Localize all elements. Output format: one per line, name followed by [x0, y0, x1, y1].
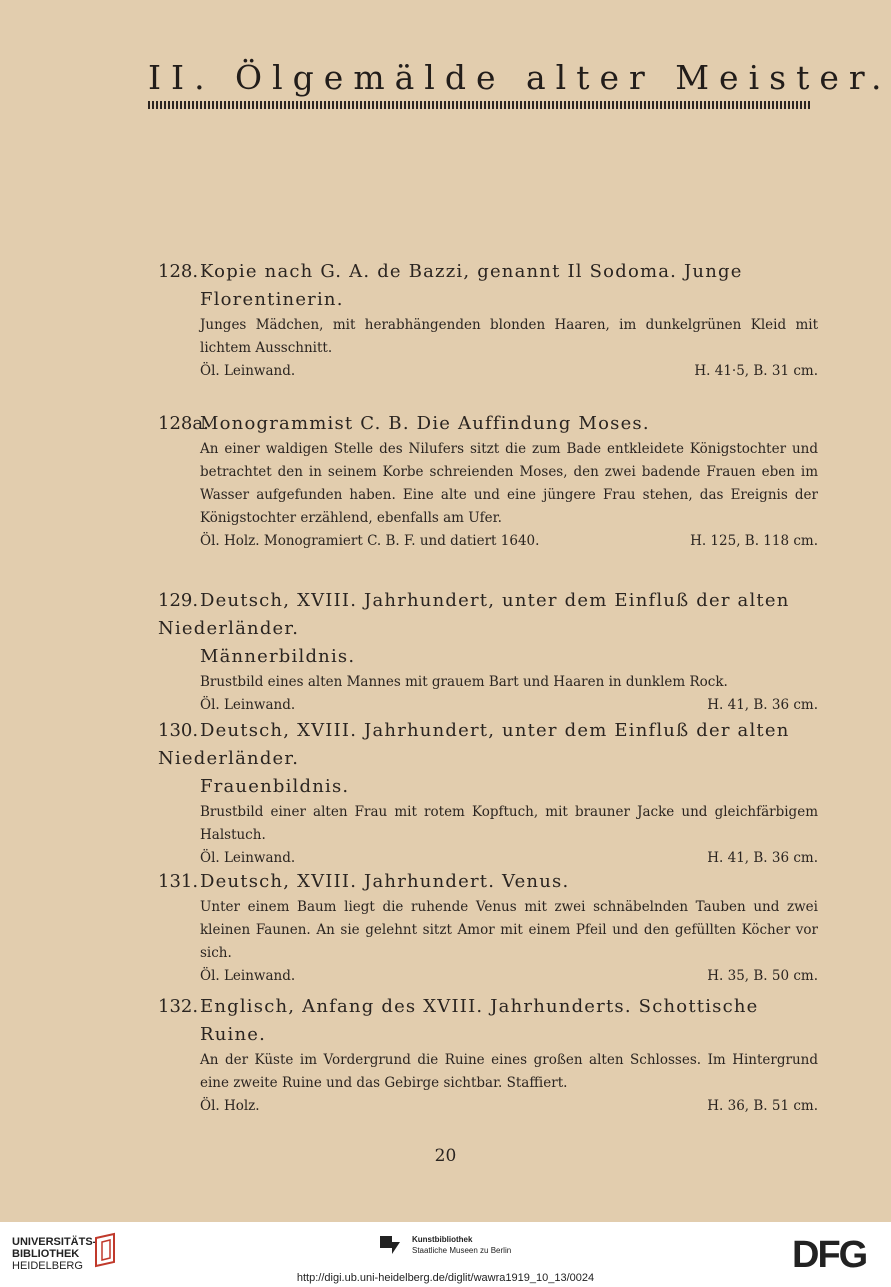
entry-heading: [158, 258, 818, 314]
entry-medium: Öl. Holz. Monogramiert C. B. F. und datiert 1640.: [200, 533, 540, 549]
entry-number: 128.: [158, 261, 199, 282]
entry-title: Kopie nach G. A. de Bazzi, genannt Il Sodoma. Junge: [200, 261, 743, 282]
university-library-logo[interactable]: [12, 1236, 96, 1272]
entry-title: Deutsch, XVIII. Jahrhundert. Venus.: [200, 871, 570, 892]
entry-subtitle: Florentinerin.: [200, 289, 344, 310]
kunstbibliothek-logo-icon: [380, 1236, 400, 1254]
entry-meta: [158, 530, 818, 553]
entry-number: 132.: [158, 996, 199, 1017]
entry-description: Brustbild eines alten Mannes mit grauem Bart und Haaren in dunklem Rock.: [200, 674, 728, 690]
entry-subtitle: Frauenbildnis.: [200, 776, 350, 797]
uni-logo-line3: HEIDELBERG: [12, 1260, 83, 1272]
entry-medium: Öl. Holz.: [200, 1098, 260, 1114]
catalog-entry-128: [158, 258, 818, 383]
entry-meta: [158, 360, 818, 383]
entry-number: 131.: [158, 871, 199, 892]
entry-size: H. 36, B. 51 cm.: [707, 1098, 818, 1114]
title-rule: [148, 101, 812, 109]
uni-logo-line2: BIBLIOTHEK: [12, 1248, 80, 1260]
entry-meta: [158, 1095, 818, 1118]
kb-line2: Staatliche Museen zu Berlin: [412, 1246, 512, 1255]
entry-size: H. 35, B. 50 cm.: [707, 968, 818, 984]
entry-size: H. 125, B. 118 cm.: [690, 533, 818, 549]
entry-medium: Öl. Leinwand.: [200, 850, 296, 866]
section-title: II. Ölgemälde alter Meister.: [148, 58, 891, 97]
entry-subtitle: Ruine.: [200, 1024, 267, 1045]
catalog-entry-130: [158, 717, 818, 870]
entry-description: Unter einem Baum liegt die ruhende Venus mit zwei schnäbelnden Tauben und zwei kleinen Faunen. An sie gelehnt sitzt Amor mit einem Pfeil und den gefüllten Köcher vor sich.: [200, 899, 818, 961]
catalog-entry-131: [158, 868, 818, 988]
entry-meta: [158, 965, 818, 988]
page-number: 20: [434, 1146, 457, 1166]
entry-number: 129.: [158, 590, 199, 611]
uni-logo-line1: UNIVERSITÄTS-: [12, 1236, 97, 1248]
entry-description: Junges Mädchen, mit herabhängenden blonden Haaren, im dunkelgrünen Kleid mit lichtem Ausschnitt.: [200, 317, 818, 356]
university-mark-icon: [92, 1232, 122, 1268]
entry-description: An der Küste im Vordergrund die Ruine eines großen alten Schlosses. Im Hintergrund eine zweite Ruine und das Gebirge sichtbar. Staffiert.: [200, 1052, 818, 1091]
entry-size: H. 41·5, B. 31 cm.: [694, 363, 818, 379]
dfg-logo[interactable]: DFG: [792, 1234, 867, 1276]
entry-heading: [158, 717, 818, 801]
entry-title: Deutsch, XVIII. Jahrhundert, unter dem Einfluß der alten Niederländer.: [158, 590, 790, 639]
entry-title: Englisch, Anfang des XVIII. Jahrhunderts. Schottische: [200, 996, 759, 1017]
entry-number: 130.: [158, 720, 199, 741]
permalink-url[interactable]: http://digi.ub.uni-heidelberg.de/diglit/wawra1919_10_13/0024: [296, 1272, 595, 1284]
entry-meta: [158, 694, 818, 717]
entry-meta: [158, 847, 818, 870]
entry-description: Brustbild einer alten Frau mit rotem Kopftuch, mit brauner Jacke und gleichfärbigem Halstuch.: [200, 804, 818, 843]
kunstbibliothek-credit[interactable]: [412, 1234, 511, 1256]
entry-description: An einer waldigen Stelle des Nilufers sitzt die zum Bade entkleidete Königstochter und betrachtet den in seinem Korbe schreienden Moses, den zwei badende Frauen eben im Wasser aufgefunden haben. Eine alte und eine jüngere Frau stehen, das Ereignis der Königstochter erzählend, ebenfalls am Ufer.: [200, 441, 818, 526]
catalog-entry-132: [158, 993, 818, 1118]
entry-heading: [158, 587, 818, 671]
entry-size: H. 41, B. 36 cm.: [707, 697, 818, 713]
entry-heading: [158, 410, 818, 438]
entry-medium: Öl. Leinwand.: [200, 697, 296, 713]
entry-subtitle: Männerbildnis.: [200, 646, 356, 667]
entry-medium: Öl. Leinwand.: [200, 968, 296, 984]
entry-medium: Öl. Leinwand.: [200, 363, 296, 379]
entry-number: 128a.: [158, 413, 209, 434]
entry-size: H. 41, B. 36 cm.: [707, 850, 818, 866]
entry-heading: [158, 868, 818, 896]
entry-title: Deutsch, XVIII. Jahrhundert, unter dem Einfluß der alten Niederländer.: [158, 720, 790, 769]
digitization-footer: [0, 1222, 891, 1287]
kb-line1: Kunstbibliothek: [412, 1235, 473, 1244]
catalog-entry-128a: [158, 410, 818, 553]
entry-title: Monogrammist C. B. Die Auffindung Moses.: [200, 413, 650, 434]
entry-heading: [158, 993, 818, 1049]
catalog-entry-129: [158, 587, 818, 717]
